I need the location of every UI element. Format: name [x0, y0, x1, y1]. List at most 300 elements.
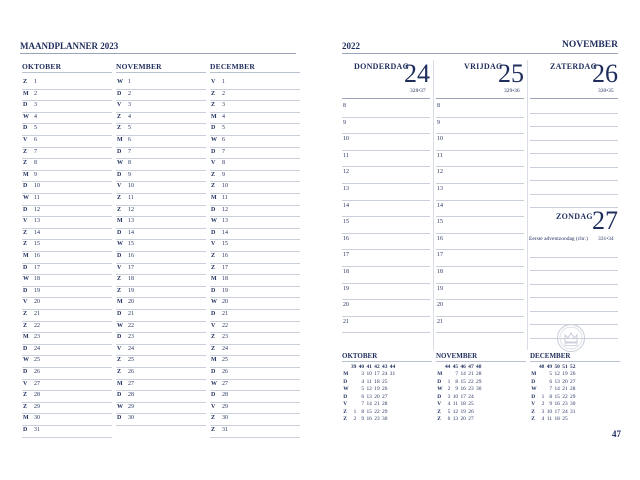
mini-date: 19	[562, 371, 568, 378]
mini-date: 29	[570, 393, 576, 400]
hour-label: 18	[343, 269, 349, 275]
day-number: 16	[128, 253, 134, 259]
mini-date: 8	[549, 393, 553, 400]
day-number: 4	[34, 113, 37, 120]
mini-date	[538, 378, 546, 386]
hour-slot[interactable]	[342, 266, 430, 284]
weekday-letter: D	[211, 148, 216, 155]
mini-weekday: Z	[437, 408, 441, 415]
day-count: 329•36	[504, 88, 520, 94]
hour-slot[interactable]	[436, 216, 524, 234]
day-number: 9	[222, 171, 225, 178]
mini-date: 7	[455, 371, 459, 378]
hour-slot[interactable]	[342, 216, 430, 234]
mini-date: 10	[452, 393, 459, 400]
week-number: 48	[538, 363, 545, 370]
hour-label: 17	[437, 252, 443, 259]
day-number: 11	[34, 195, 40, 201]
day-number: 7	[34, 148, 37, 155]
day-number: 25	[128, 357, 134, 364]
weekday-letter: Z	[211, 253, 216, 259]
hour-slot[interactable]	[342, 200, 430, 218]
mini-date: 16	[366, 416, 372, 423]
weekday-letter: D	[211, 392, 216, 399]
day-number: 28	[128, 392, 134, 399]
hour-label: 13	[437, 186, 443, 192]
mini-date: 21	[468, 371, 474, 378]
mini-date: 2	[447, 386, 451, 393]
month-column-rule	[210, 72, 300, 73]
sunday-line[interactable]	[530, 298, 618, 312]
mini-weekday: M	[531, 371, 537, 378]
mini-date	[475, 408, 483, 416]
day-number: 1	[128, 79, 131, 85]
mini-date: 4	[361, 378, 365, 385]
day-number: 13	[34, 218, 40, 225]
week-number: 52	[570, 363, 576, 370]
day-number: 24	[34, 345, 40, 352]
hour-slot[interactable]	[436, 133, 524, 151]
weekday-letter: D	[211, 311, 216, 317]
mini-date: 18	[460, 401, 466, 408]
hour-slot[interactable]	[436, 166, 524, 184]
weekday-letter: D	[211, 287, 216, 294]
mini-date: 13	[452, 416, 459, 423]
hour-slot[interactable]	[342, 150, 430, 168]
mini-date: 7	[549, 386, 553, 393]
weekday-letter: D	[211, 229, 216, 236]
mini-date: 24	[468, 393, 474, 400]
weekday-letter: Z	[117, 369, 122, 375]
mini-date: 12	[554, 371, 560, 378]
hour-slot[interactable]	[436, 183, 524, 201]
hour-slot[interactable]	[342, 233, 430, 251]
mini-calendar-title: NOVEMBER	[436, 352, 478, 360]
weekday-letter: Z	[211, 183, 216, 190]
day-number: 31	[34, 427, 40, 433]
mini-date: 27	[468, 416, 474, 423]
weekday-letter: M	[117, 137, 123, 143]
planner-day-row[interactable]	[116, 413, 206, 426]
mini-date: 27	[570, 378, 576, 385]
day-number: 19	[34, 287, 40, 294]
mini-date: 21	[562, 386, 568, 393]
hour-slot[interactable]	[436, 150, 524, 168]
day-number: 29	[34, 403, 40, 410]
weekday-letter: M	[117, 380, 123, 387]
mini-weekday: M	[437, 371, 443, 378]
mini-date: 14	[460, 371, 466, 378]
day-number: 14	[222, 229, 228, 236]
day-number: 26	[128, 369, 134, 375]
day-number: 15	[222, 241, 228, 248]
weekday-letter: V	[117, 264, 122, 271]
weekday-letter: M	[211, 113, 217, 120]
planner-title: MAANDPLANNER 2023	[20, 41, 119, 51]
mini-date: 4	[447, 401, 451, 408]
hour-label: 14	[343, 202, 349, 209]
day-number: 12	[128, 206, 134, 213]
mini-weekday: D	[343, 393, 348, 400]
mini-date: 1	[447, 378, 451, 385]
hour-slot[interactable]	[342, 249, 430, 267]
mini-date	[389, 416, 397, 424]
weekday-letter: M	[23, 90, 29, 97]
hour-label: 15	[437, 219, 443, 226]
mini-date: 18	[554, 416, 560, 423]
hour-slot[interactable]	[436, 266, 524, 284]
mini-date: 26	[382, 386, 388, 393]
mini-calendar-table	[530, 363, 577, 423]
month-label: NOVEMBER	[562, 40, 618, 50]
mini-weekday: W	[437, 386, 443, 393]
weekday-letter: V	[23, 380, 28, 387]
week-number: 43	[382, 363, 388, 370]
day-big-number: 25	[498, 59, 524, 88]
day-number: 26	[34, 369, 40, 375]
day-number: 5	[128, 125, 131, 132]
mini-calendar	[530, 352, 620, 423]
sunday-name: ZONDAG	[556, 212, 593, 221]
hour-slot[interactable]	[342, 117, 430, 135]
hour-label: 21	[343, 318, 349, 325]
mini-date: 15	[554, 393, 560, 400]
month-column-rule	[116, 72, 206, 73]
day-count: 328•37	[410, 88, 426, 94]
sunday-line[interactable]	[530, 258, 618, 272]
week-number: 48	[476, 363, 482, 370]
mini-date	[350, 378, 358, 386]
mini-date: 12	[366, 386, 372, 393]
sunday-line[interactable]	[530, 244, 618, 258]
day-header-rule	[436, 98, 524, 99]
mini-date: 3	[361, 371, 365, 378]
mini-date: 20	[460, 416, 466, 423]
hour-slot[interactable]	[436, 233, 524, 251]
mini-weekday: M	[343, 371, 349, 378]
mini-date: 16	[554, 401, 560, 408]
mini-calendar-title: DECEMBER	[530, 352, 571, 360]
day-number: 12	[222, 206, 228, 213]
mini-date: 3	[541, 408, 545, 415]
weekday-letter: D	[117, 229, 122, 236]
day-number: 27	[222, 380, 228, 387]
hour-slot[interactable]	[342, 183, 430, 201]
mini-date: 16	[460, 386, 466, 393]
week-number: 46	[460, 363, 466, 370]
weekday-letter: Z	[117, 125, 122, 132]
header-rule	[342, 53, 618, 54]
weekday-letter: D	[23, 427, 28, 433]
weekday-letter: D	[23, 183, 28, 190]
day-number: 2	[222, 90, 225, 97]
weekday-letter: D	[23, 287, 28, 294]
weekday-letter: Z	[211, 171, 216, 178]
mini-weekday: D	[531, 378, 536, 385]
hour-label: 21	[437, 318, 443, 325]
sunday-note: Eerste adventzondag (chr.)	[529, 236, 588, 242]
day-number: 28	[222, 392, 228, 399]
saturday-line[interactable]	[530, 114, 618, 128]
sunday-count: 331•34	[598, 236, 614, 242]
day-number: 8	[222, 160, 225, 167]
week-number: 45	[452, 363, 459, 370]
weekday-letter: V	[117, 345, 122, 352]
hour-slot[interactable]	[436, 200, 524, 218]
title-rule	[20, 53, 296, 54]
day-number: 14	[34, 229, 40, 236]
day-number: 15	[34, 241, 40, 248]
saturday-line[interactable]	[530, 141, 618, 155]
planner-day-row[interactable]	[22, 425, 112, 438]
day-number: 19	[222, 287, 228, 294]
hour-label: 17	[343, 252, 349, 259]
day-number: 6	[222, 137, 225, 143]
mini-weekday: Z	[437, 416, 441, 423]
mini-calendar-rule	[436, 361, 526, 362]
day-header-2	[530, 58, 618, 100]
mini-date: 8	[455, 378, 459, 385]
mini-date	[350, 401, 358, 409]
mini-date: 13	[554, 378, 560, 385]
hour-label: 20	[343, 302, 349, 309]
weekday-letter: V	[211, 322, 216, 329]
mini-date: 13	[366, 393, 372, 400]
hour-slot[interactable]	[436, 100, 524, 118]
sunday-line[interactable]	[530, 271, 618, 285]
weekday-letter: Z	[23, 241, 28, 248]
mini-weekday: D	[343, 378, 348, 385]
day-number: 10	[222, 183, 228, 190]
day-header-0	[342, 58, 430, 100]
weekday-letter: Z	[23, 403, 28, 410]
mini-date: 22	[374, 408, 380, 415]
day-number: 10	[34, 183, 40, 190]
hour-slot[interactable]	[342, 166, 430, 184]
day-number: 30	[34, 415, 40, 422]
day-number: 11	[128, 195, 134, 201]
day-number: 17	[128, 264, 134, 271]
weekday-letter: Z	[117, 357, 122, 364]
mini-date: 23	[562, 401, 568, 408]
week-number: 42	[374, 363, 380, 370]
day-name: ZATERDAG	[550, 62, 598, 71]
week-number: 39	[350, 363, 357, 370]
saturday-line[interactable]	[530, 181, 618, 195]
hour-slot[interactable]	[436, 249, 524, 267]
mini-date	[389, 386, 397, 394]
weekday-letter: V	[211, 79, 216, 85]
mini-date	[350, 386, 358, 394]
hour-slot[interactable]	[436, 283, 524, 301]
week-number: 44	[389, 363, 396, 370]
mini-date: 9	[549, 401, 553, 408]
mini-date: 25	[382, 378, 388, 385]
hour-label: 8	[437, 103, 440, 109]
mini-date: 28	[570, 386, 576, 393]
weekday-letter: V	[23, 299, 28, 306]
mini-date	[350, 393, 358, 401]
weekday-letter: V	[211, 241, 216, 248]
day-number: 8	[128, 160, 131, 167]
day-header-1	[436, 58, 524, 100]
mini-date: 11	[366, 378, 372, 385]
mini-date: 2	[541, 401, 545, 408]
hour-slot[interactable]	[342, 100, 430, 118]
weekday-letter: D	[211, 369, 216, 375]
saturday-line[interactable]	[530, 168, 618, 182]
day-number: 21	[222, 311, 228, 317]
day-number: 29	[128, 403, 134, 410]
weekday-letter: Z	[117, 276, 122, 283]
week-number: 47	[468, 363, 474, 370]
day-number: 3	[34, 102, 37, 109]
weekday-letter: Z	[117, 195, 122, 201]
hour-slot[interactable]	[436, 299, 524, 317]
hour-label: 8	[343, 103, 346, 109]
mini-weekday: Z	[531, 416, 535, 423]
mini-date	[389, 408, 397, 416]
crown-emblem-icon	[556, 323, 586, 353]
mini-date: 23	[374, 416, 380, 423]
mini-date: 2	[353, 416, 357, 423]
mini-date: 26	[570, 371, 576, 378]
hour-slot[interactable]	[342, 133, 430, 151]
saturday-line[interactable]	[530, 100, 618, 114]
weekday-letter: Z	[117, 206, 122, 213]
hour-label: 16	[437, 235, 443, 242]
mini-date: 27	[382, 393, 388, 400]
weekday-letter: M	[23, 253, 29, 259]
mini-date: 6	[447, 416, 451, 423]
month-column-title: OKTOBER	[22, 62, 62, 71]
day-number: 20	[128, 299, 134, 306]
day-number: 16	[34, 253, 40, 259]
day-number: 27	[128, 380, 134, 387]
saturday-line[interactable]	[530, 154, 618, 168]
mini-date: 25	[468, 401, 474, 408]
weekday-letter: D	[23, 264, 28, 271]
column-divider	[433, 60, 434, 350]
weekday-letter: D	[23, 125, 28, 132]
weekday-letter: Z	[211, 90, 216, 97]
weekday-letter: D	[117, 171, 122, 178]
planner-day-row[interactable]	[210, 425, 300, 438]
mini-date	[538, 371, 546, 379]
hour-slot[interactable]	[436, 117, 524, 135]
mini-date: 4	[541, 416, 545, 423]
month-column-title: DECEMBER	[210, 62, 255, 71]
mini-date: 29	[382, 408, 388, 415]
hour-label: 11	[437, 152, 443, 159]
weekday-letter: D	[23, 206, 28, 213]
weekday-letter: M	[211, 357, 217, 364]
hour-label: 9	[437, 119, 440, 126]
weekday-letter: W	[211, 380, 217, 387]
weekday-letter: D	[117, 415, 122, 422]
day-number: 12	[34, 206, 40, 213]
mini-date: 5	[447, 408, 451, 415]
weekday-letter: Z	[23, 229, 28, 236]
mini-date: 14	[554, 386, 560, 393]
mini-calendar	[436, 352, 526, 423]
hour-slot[interactable]	[342, 283, 430, 301]
mini-date: 12	[452, 408, 459, 415]
mini-weekday: V	[437, 401, 442, 408]
mini-date: 20	[374, 393, 380, 400]
weekday-letter: W	[23, 276, 29, 283]
day-number: 8	[34, 160, 37, 167]
day-number: 13	[222, 218, 228, 225]
mini-date: 14	[366, 401, 372, 408]
mini-date	[389, 378, 397, 386]
day-number: 6	[34, 137, 37, 143]
hour-label: 15	[343, 219, 349, 226]
saturday-line[interactable]	[530, 127, 618, 141]
month-column-title: NOVEMBER	[116, 62, 162, 71]
mini-date: 10	[366, 371, 372, 378]
mini-date	[389, 393, 397, 401]
column-divider	[527, 60, 528, 350]
week-number: 50	[554, 363, 560, 370]
hour-slot[interactable]	[342, 316, 430, 334]
mini-date: 9	[361, 416, 365, 423]
mini-date: 17	[460, 393, 466, 400]
day-number: 10	[128, 183, 134, 190]
mini-date: 22	[562, 393, 568, 400]
weekday-letter: D	[23, 102, 28, 109]
day-number: 7	[128, 148, 131, 155]
day-number: 28	[34, 392, 40, 399]
mini-date	[475, 416, 483, 424]
day-number: 4	[222, 113, 225, 120]
hour-slot[interactable]	[342, 299, 430, 317]
day-number: 17	[222, 264, 228, 271]
weekday-letter: Z	[211, 264, 216, 271]
day-count: 330•35	[598, 88, 614, 94]
weekday-letter: D	[211, 125, 216, 132]
sunday-line[interactable]	[530, 285, 618, 299]
day-number: 30	[222, 415, 228, 422]
mini-date: 15	[460, 378, 466, 385]
week-number: 51	[562, 363, 568, 370]
weekday-letter: D	[117, 253, 122, 259]
day-number: 30	[128, 415, 134, 422]
mini-date: 10	[546, 408, 553, 415]
day-number: 1	[222, 79, 225, 85]
mini-date: 8	[361, 408, 365, 415]
mini-date: 28	[476, 371, 482, 378]
day-number: 20	[34, 299, 40, 306]
weekday-letter: W	[117, 79, 123, 85]
weekday-letter: W	[117, 403, 123, 410]
day-number: 7	[222, 148, 225, 155]
weekday-letter: M	[211, 276, 217, 283]
day-big-number: 26	[592, 59, 618, 88]
day-number: 22	[34, 322, 40, 329]
sunday-block	[528, 206, 618, 246]
day-number: 29	[222, 403, 228, 410]
day-number: 22	[128, 322, 134, 329]
hour-slot[interactable]	[436, 316, 524, 334]
day-number: 23	[34, 334, 40, 341]
hour-label: 19	[437, 285, 443, 292]
weekday-letter: Z	[23, 148, 28, 155]
weekday-letter: W	[211, 299, 217, 306]
day-number: 17	[34, 264, 40, 271]
weekday-letter: Z	[23, 392, 28, 399]
mini-date: 3	[447, 393, 451, 400]
